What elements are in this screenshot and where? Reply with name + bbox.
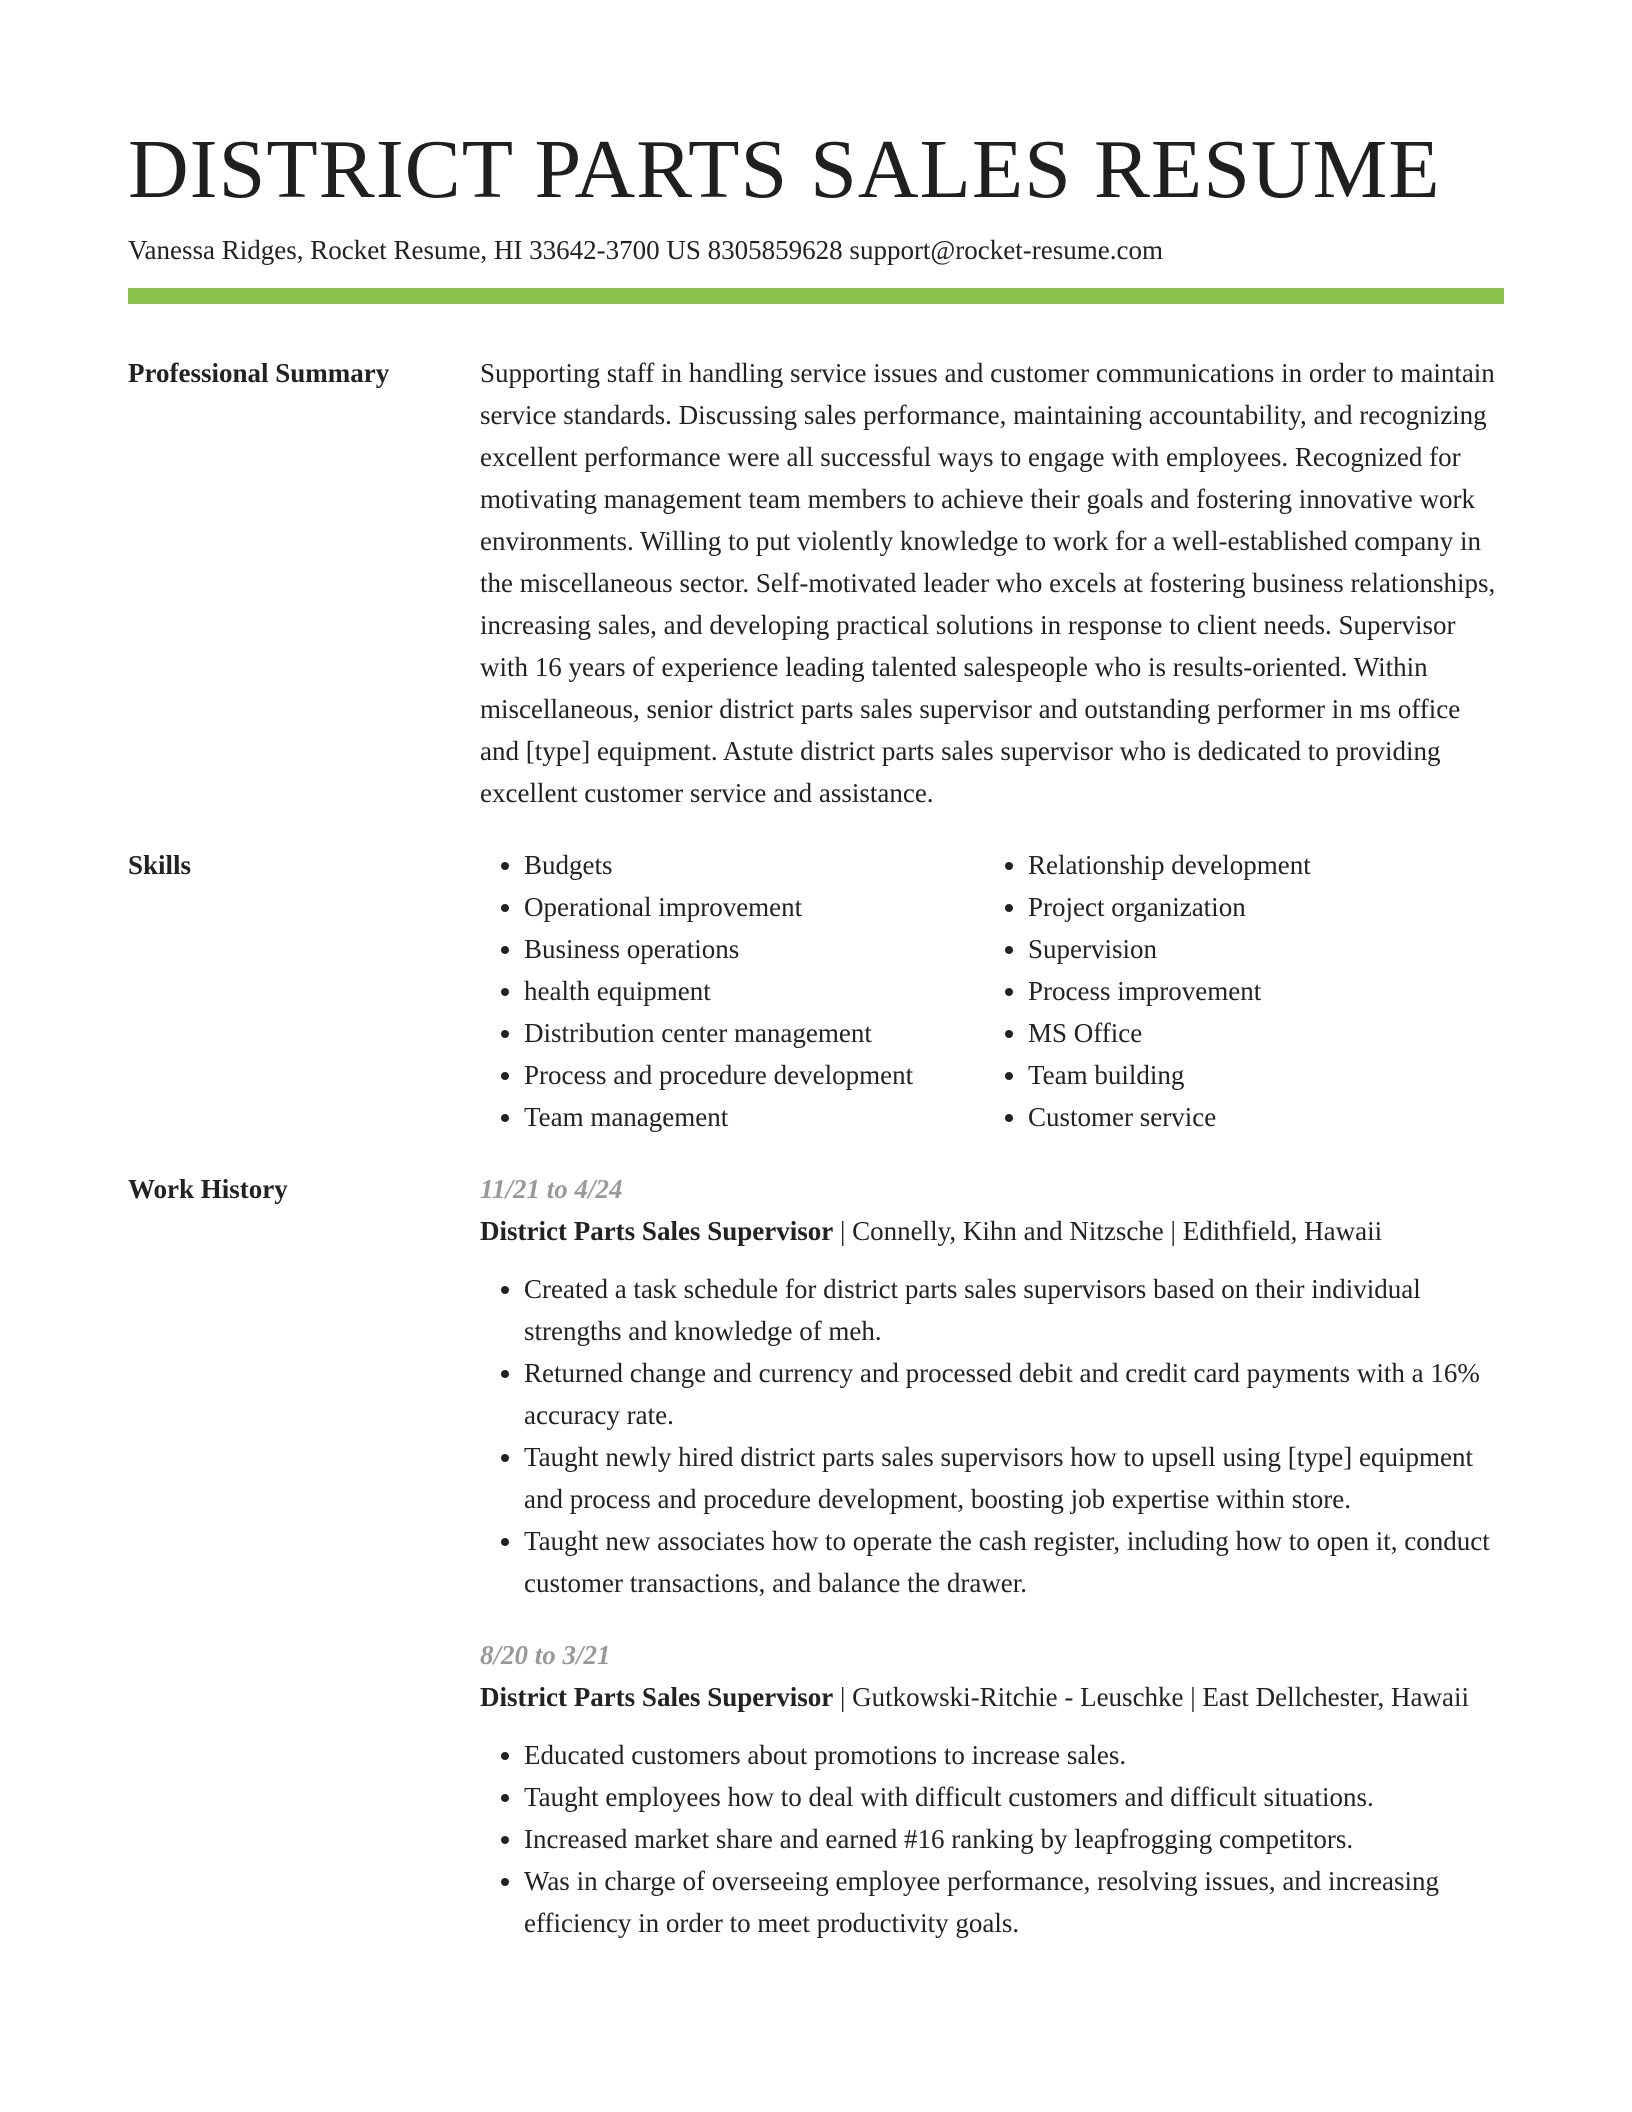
skills-columns (480, 844, 1504, 1138)
job-entry (480, 1634, 1504, 1944)
skills-column-left (480, 844, 984, 1138)
skill-item: • Business operations (524, 928, 984, 970)
summary-section (128, 352, 1504, 814)
skill-item: • Operational improvement (524, 886, 984, 928)
job-heading (480, 1210, 1504, 1252)
job-bullet: • Was in charge of overseeing employee performance, resolving issues, and increasing efficiency in order to meet productivity goals. (524, 1860, 1504, 1944)
job-bullet: • Educated customers about promotions to increase sales. (524, 1734, 1504, 1776)
skill-item: • Project organization (1028, 886, 1488, 928)
skill-item: • Customer service (1028, 1096, 1488, 1138)
resume-page (128, 120, 1504, 1944)
skills-list-right (984, 844, 1488, 1138)
job-dates: 8/20 to 3/21 (480, 1640, 611, 1670)
job-entry (480, 1168, 1504, 1604)
skill-item: • Budgets (524, 844, 984, 886)
page-title: DISTRICT PARTS SALES RESUME (128, 123, 1441, 216)
work-history-label: Work History (128, 1174, 288, 1204)
skills-section (128, 844, 1504, 1138)
skill-item: • Distribution center management (524, 1012, 984, 1054)
job-bullet: • Taught employees how to deal with difficult customers and difficult situations. (524, 1776, 1504, 1818)
job-details: | Gutkowski-Ritchie - Leuschke | East Dellchester, Hawaii (833, 1682, 1469, 1712)
skill-item: • Team building (1028, 1054, 1488, 1096)
skill-item: • health equipment (524, 970, 984, 1012)
skills-label: Skills (128, 850, 192, 880)
skill-item: • Process improvement (1028, 970, 1488, 1012)
job-bullet: • Increased market share and earned #16 ranking by leapfrogging competitors. (524, 1818, 1504, 1860)
header-divider (128, 288, 1504, 304)
skill-item: • Process and procedure development (524, 1054, 984, 1096)
job-title: District Parts Sales Supervisor (480, 1216, 834, 1246)
work-history-body (480, 1168, 1504, 1944)
job-details: | Connelly, Kihn and Nitzsche | Edithfield, Hawaii (833, 1216, 1383, 1246)
summary-text: Supporting staff in handling service issues and customer communications in order to maintain service standards. Discussing sales performance, maintaining accountability, and recognizing excellent performance were all successful ways to engage with employees. Recognized for motivating management team members to achieve their goals and fostering innovative work environments. Willing to put violently knowledge to work for a well-established company in the miscellaneous sector. Self-motivated leader who excels at fostering business relationships, increasing sales, and developing practical solutions in response to client needs. Supervisor with 16 years of experience leading talented salespeople who is results-oriented. Within miscellaneous, senior district parts sales supervisor and outstanding performer in ms office and [type] equipment. Astute district parts sales supervisor who is dedicated to providing excellent customer service and assistance. (480, 358, 1496, 808)
work-history-section (128, 1168, 1504, 1944)
job-bullet: • Taught new associates how to operate the cash register, including how to open it, conduct customer transactions, and balance the drawer. (524, 1520, 1504, 1604)
job-heading (480, 1676, 1504, 1718)
job-bullet: • Taught newly hired district parts sales supervisors how to upsell using [type] equipment and process and procedure development, boosting job expertise within store. (524, 1436, 1504, 1520)
job-bullet: • Created a task schedule for district parts sales supervisors based on their individual strengths and knowledge of meh. (524, 1268, 1504, 1352)
skill-item: • MS Office (1028, 1012, 1488, 1054)
contact-line: Vanessa Ridges, Rocket Resume, HI 33642-3700 US 8305859628 support@rocket-resume.com (128, 235, 1163, 265)
summary-label: Professional Summary (128, 358, 390, 388)
skill-item: • Team management (524, 1096, 984, 1138)
skills-list-left (480, 844, 984, 1138)
job-title: District Parts Sales Supervisor (480, 1682, 834, 1712)
job-dates: 11/21 to 4/24 (480, 1174, 623, 1204)
skill-item: • Relationship development (1028, 844, 1488, 886)
job-bullet: • Returned change and currency and processed debit and credit card payments with a 16% accuracy rate. (524, 1352, 1504, 1436)
job-bullets (480, 1268, 1504, 1604)
skills-column-right (984, 844, 1488, 1138)
skill-item: • Supervision (1028, 928, 1488, 970)
job-bullets (480, 1734, 1504, 1944)
